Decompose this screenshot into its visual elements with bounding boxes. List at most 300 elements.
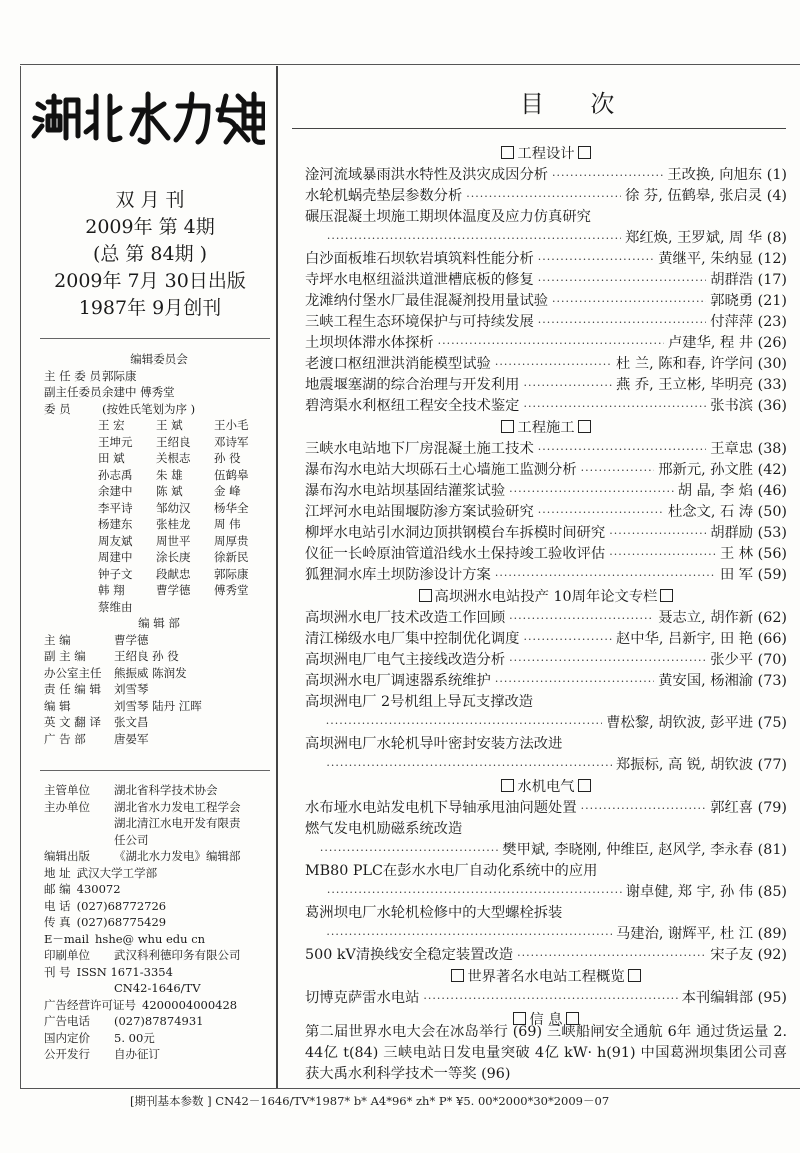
toc-entry[interactable] (305, 819, 787, 840)
info-value: 《湖北水力发电》编辑部 (114, 849, 241, 863)
toc-entry[interactable] (305, 945, 787, 966)
dot-leader (538, 249, 654, 270)
dot-leader (538, 439, 706, 460)
column-divider (276, 66, 278, 1088)
toc-section-heading (305, 417, 787, 439)
toc-entry[interactable] (305, 523, 787, 544)
board-role: 委 员 (44, 401, 71, 416)
toc-entry[interactable] (305, 312, 787, 333)
dot-leader (609, 544, 716, 565)
dot-leader (326, 924, 612, 945)
toc-entry[interactable] (305, 502, 787, 523)
dept-role: 责 任 编 辑 (44, 682, 101, 696)
info-row (44, 865, 272, 882)
dept-name: 熊振威 陈润发 (114, 665, 187, 680)
toc-entry[interactable] (305, 713, 787, 734)
dot-leader (538, 270, 706, 291)
issue-number: 2009年 第 4期 (85, 216, 215, 238)
member-name: 段献忠 (156, 566, 191, 581)
info-row (44, 832, 272, 849)
info-label: 印刷单位 (44, 948, 90, 962)
member-row (98, 417, 274, 434)
article-title: 葛洲坝电厂水轮机检修中的大型螺栓拆装 (305, 905, 563, 921)
article-authors-page: 郭晓勇 (21) (710, 293, 787, 309)
dept-role: 英 文 翻 译 (44, 715, 101, 729)
info-label: 邮 编 (44, 882, 71, 896)
board-row (44, 368, 274, 385)
member-row (98, 467, 274, 484)
dot-leader (509, 608, 654, 629)
info-row (44, 782, 272, 799)
info-row (44, 1046, 272, 1063)
dept-row (44, 665, 274, 682)
article-authors-page: 张书滨 (36) (710, 398, 787, 414)
dot-leader (495, 565, 716, 586)
article-authors-page: 郑红焕, 王罗斌, 周 华 (8) (625, 230, 787, 246)
member-name: 曹学德 (156, 583, 191, 597)
indent (305, 840, 316, 861)
dept-name: 刘雪琴 (114, 682, 149, 696)
info-value: 武汉科利德印务有限公司 (114, 948, 241, 962)
dot-leader (327, 882, 622, 903)
board-row (44, 384, 274, 401)
info-label: E－mail (44, 931, 90, 946)
info-row (44, 997, 272, 1014)
info-value: (027)87874931 (114, 1014, 204, 1028)
member-name: 杨建东 (98, 517, 133, 531)
toc-section-heading (305, 586, 787, 608)
article-authors-page: 王章忠 (38) (710, 441, 787, 457)
article-title: 清江梯级水电厂集中控制优化调度 (305, 631, 520, 647)
indent (305, 228, 323, 249)
info-row (44, 881, 272, 898)
info-label: 地 址 (44, 865, 71, 880)
member-name: 周建中 (98, 550, 133, 564)
member-name: 田 斌 (98, 451, 125, 465)
info-value: 自办征订 (114, 1047, 160, 1061)
article-authors-page: 谢卓健, 郑 宇, 孙 伟 (85) (625, 884, 787, 900)
dot-leader (538, 312, 706, 333)
info-row (44, 980, 272, 997)
article-title: 白沙面板堆石坝软岩填筑料性能分析 (305, 251, 534, 267)
member-name: 周 伟 (214, 517, 241, 531)
box-icon (501, 779, 514, 792)
dot-leader (517, 945, 706, 966)
publish-date: 2009年 7月 30日出版 (54, 270, 246, 292)
toc-entry[interactable] (305, 903, 787, 924)
bottom-rule (20, 1088, 800, 1089)
article-title: 地震堰塞湖的综合治理与开发利用 (305, 377, 520, 393)
article-title: 水布垭水电站发电机下导轴承甩油问题处置 (305, 800, 577, 816)
toc-entry[interactable] (305, 333, 787, 354)
article-authors-page: 赵中华, 吕新宇, 田 艳 (66) (616, 631, 787, 647)
dept-row (44, 648, 274, 665)
dot-leader (552, 291, 706, 312)
article-authors-page: 樊甲斌, 李晓刚, 仲维臣, 赵风学, 李永春 (81) (502, 842, 787, 858)
info-label: 刊 号 (44, 964, 71, 979)
member-row (98, 549, 274, 566)
indent (305, 924, 322, 945)
toc-entry[interactable] (305, 734, 787, 755)
article-title: 高坝洲水电厂技术改造工作回顾 (305, 610, 506, 626)
publication-info (44, 782, 272, 1063)
info-label: 公开发行 (44, 1047, 90, 1061)
dept-role: 广 告 部 (44, 731, 86, 746)
member-row (98, 483, 274, 500)
box-icon (578, 146, 591, 159)
toc-entry[interactable] (305, 565, 787, 586)
dot-leader (609, 523, 706, 544)
dot-leader (423, 988, 677, 1009)
member-name: 徐新民 (214, 550, 249, 564)
toc-title-char-1: 目 (520, 90, 547, 118)
info-label (44, 832, 114, 849)
article-title: 狐狸洞水库土坝防渗设计方案 (305, 567, 491, 583)
toc-entry[interactable] (305, 354, 787, 375)
table-of-contents (305, 143, 787, 1031)
box-icon (501, 420, 514, 433)
article-title: 柳坪水电站引水洞边顶拱钢模台车拆模时间研究 (305, 525, 606, 541)
article-title: 碾压混凝土坝施工期坝体温度及应力仿真研究 (305, 209, 591, 225)
journal-parameters: [期刊基本参数 ] CN42－1646/TV*1987* b* A4*96* zh* P* ¥5. 00*2000*30*2009－07 (130, 1094, 610, 1108)
toc-entry[interactable] (305, 228, 787, 249)
toc-entry[interactable] (305, 207, 787, 228)
toc-entry[interactable] (305, 629, 787, 650)
board-members (98, 417, 274, 615)
article-authors-page: 郑振标, 高 锐, 胡钦波 (77) (616, 757, 787, 773)
member-name: 涂长庚 (156, 550, 191, 564)
info-row (44, 848, 272, 865)
article-title: 水轮机蜗壳垫层参数分析 (305, 188, 463, 204)
info-value: 湖北省科学技术协会 (114, 783, 218, 797)
box-icon (451, 969, 464, 982)
board-title: 编辑委员会 (130, 352, 188, 366)
article-authors-page: 王 林 (56) (719, 546, 787, 562)
dot-leader (466, 186, 621, 207)
member-row (98, 566, 274, 583)
article-authors-page: 曹松黎, 胡钦波, 彭平进 (75) (606, 715, 787, 731)
member-name: 钟子文 (98, 566, 133, 581)
toc-entry[interactable] (305, 861, 787, 882)
article-title: MB80 PLC在彭水水电厂自动化系统中的应用 (305, 863, 598, 879)
board-name: 郭际康 (102, 368, 137, 383)
dept-title: 编 辑 部 (138, 616, 180, 630)
article-authors-page: 燕 乔, 王立彬, 毕明亮 (33) (616, 377, 787, 393)
member-name: 郭际康 (214, 566, 249, 581)
top-rule (20, 64, 800, 65)
toc-title (520, 84, 661, 119)
member-row (98, 533, 274, 550)
member-name: 周友斌 (98, 533, 133, 548)
article-authors-page: 胡 晶, 李 焰 (46) (677, 483, 787, 499)
info-value: CN42-1646/TV (114, 981, 201, 995)
founded-date: 1987年 9月创刊 (78, 297, 222, 319)
info-row (44, 931, 272, 948)
box-icon (419, 589, 432, 602)
box-icon (501, 146, 514, 159)
info-row (44, 1013, 272, 1030)
toc-entry[interactable] (305, 186, 787, 207)
member-name (156, 599, 214, 616)
article-authors-page: 田 军 (59) (719, 567, 787, 583)
info-row (44, 1030, 272, 1047)
toc-entry[interactable] (305, 439, 787, 460)
member-row (98, 450, 274, 467)
dept-row (44, 632, 274, 649)
member-name: 王绍良 (156, 434, 191, 449)
toc-section-heading (305, 966, 787, 988)
article-title: 500 kV清换线安全稳定装置改造 (305, 947, 514, 963)
info-value: hshe@ whu edu cn (95, 931, 206, 946)
issue-block (30, 187, 270, 322)
article-authors-page: 黄继平, 朱纳显 (12) (658, 251, 787, 267)
member-name: 邓诗军 (214, 434, 249, 449)
dot-leader (581, 460, 655, 481)
member-name: 蔡维由 (98, 599, 133, 614)
article-authors-page: 本刊编辑部 (95) (681, 990, 787, 1006)
info-value: 湖北清江水电开发有限责 (114, 816, 241, 830)
info-value: 湖北省水力发电工程学会 (114, 799, 241, 814)
dot-leader (438, 333, 664, 354)
dept-role: 副 主 编 (44, 649, 86, 663)
info-row (44, 799, 272, 816)
article-authors-page: 付萍萍 (23) (710, 314, 787, 330)
section-label: 世界著名水电站工程概览 (467, 969, 625, 985)
member-name: 金 峰 (214, 484, 241, 498)
dot-leader (523, 396, 706, 417)
toc-entry[interactable] (305, 481, 787, 502)
info-value: 5. 00元 (114, 1030, 155, 1045)
dept-row (44, 698, 274, 715)
member-name: 张桂龙 (156, 517, 191, 531)
article-title: 三峡水电站地下厂房混凝土施工技术 (305, 441, 534, 457)
box-icon (628, 969, 641, 982)
toc-section-heading (305, 143, 787, 165)
member-name: 关根志 (156, 451, 191, 465)
dot-leader (327, 228, 621, 249)
toc-entry[interactable] (305, 882, 787, 903)
left-divider-1 (40, 338, 270, 339)
info-label: 主管单位 (44, 783, 90, 797)
dot-leader (552, 165, 663, 186)
member-name: 陈 斌 (156, 484, 183, 498)
member-name: 王 斌 (156, 418, 183, 432)
article-title: 高坝洲水电厂调速器系统维护 (305, 673, 491, 689)
info-value: 4200004000428 (142, 997, 238, 1012)
member-row (98, 500, 274, 517)
dot-leader (509, 481, 674, 502)
dot-leader (523, 629, 612, 650)
article-title: 高坝洲电厂电气主接线改造分析 (305, 652, 506, 668)
article-title: 高坝洲电厂 2号机组上导瓦支撑改造 (305, 694, 534, 710)
dot-leader (326, 755, 612, 776)
section-label: 工程施工 (517, 420, 575, 436)
article-authors-page: 卢建华, 程 井 (26) (667, 335, 787, 351)
dept-name: 刘雪琴 陆丹 江晖 (114, 698, 202, 713)
box-icon (578, 779, 591, 792)
toc-entry[interactable] (305, 270, 787, 291)
member-name: 李平诗 (98, 500, 133, 515)
toc-entry[interactable] (305, 692, 787, 713)
article-authors-page: 胡群浩 (17) (710, 272, 787, 288)
member-row (98, 599, 274, 616)
toc-entry[interactable] (305, 165, 787, 186)
dept-name: 唐晏军 (114, 731, 149, 746)
info-value: 430072 (76, 882, 121, 896)
toc-entry[interactable] (305, 671, 787, 692)
toc-entry[interactable] (305, 755, 787, 776)
toc-entry[interactable] (305, 544, 787, 565)
dot-leader (581, 798, 707, 819)
info-label: 广告经营许可证号 (44, 997, 136, 1012)
toc-entry[interactable] (305, 460, 787, 481)
info-label: 电 话 (44, 898, 71, 913)
toc-entry[interactable] (305, 988, 787, 1009)
section-label: 水机电气 (517, 779, 575, 795)
article-authors-page: 聂志立, 胡作新 (62) (658, 610, 787, 626)
dept-name: 曹学德 (114, 632, 149, 647)
dept-rows (44, 632, 274, 748)
member-name: 伍鹤皋 (214, 467, 249, 482)
dept-row (44, 731, 274, 748)
section-label: 工程设计 (517, 146, 575, 162)
article-title: 老渡口枢纽泄洪消能模型试验 (305, 356, 491, 372)
article-title: 碧湾渠水利枢纽工程安全技术鉴定 (305, 398, 520, 414)
box-icon (660, 589, 673, 602)
article-authors-page: 邢新元, 孙文胜 (42) (658, 462, 787, 478)
board-row (44, 401, 274, 418)
toc-entry[interactable] (305, 798, 787, 819)
section-label: 高坝洲水电站投产 10周年论文专栏 (434, 589, 658, 605)
member-row (98, 516, 274, 533)
member-name: 王 宏 (98, 418, 125, 432)
indent (305, 713, 322, 734)
dot-leader (326, 713, 602, 734)
dept-name: 张文昌 (114, 715, 149, 729)
info-label (44, 980, 114, 997)
dot-leader (538, 502, 664, 523)
board-role: 主 任 委 员 (44, 368, 101, 383)
member-name: 孙志禹 (98, 467, 133, 482)
article-authors-page: 张少平 (70) (710, 652, 787, 668)
toc-entry[interactable] (305, 608, 787, 629)
toc-entry[interactable] (305, 924, 787, 945)
member-row (98, 582, 274, 599)
info-row (44, 815, 272, 832)
total-issue: (总 第 84期 ) (92, 243, 208, 265)
member-name: 孙 役 (214, 451, 241, 465)
dot-leader (495, 354, 612, 375)
info-label: 传 真 (44, 915, 71, 929)
info-row (44, 914, 272, 931)
board-role: 副主任委员 (44, 385, 102, 399)
info-label: 广告电话 (44, 1014, 90, 1028)
info-row (44, 964, 272, 981)
member-name: 余建中 (98, 484, 133, 498)
toc-entry[interactable] (305, 291, 787, 312)
article-authors-page: 胡群励 (53) (710, 525, 787, 541)
dept-name: 王绍良 孙 役 (114, 649, 179, 663)
member-name (214, 599, 272, 616)
article-title: 仪征一长岭原油管道沿线水土保持竣工验收评估 (305, 546, 606, 562)
article-title: 寺坪水电枢纽溢洪道泄槽底板的修复 (305, 272, 534, 288)
article-title: 高坝洲电厂水轮机导叶密封安装方法改进 (305, 736, 563, 752)
info-row (44, 947, 272, 964)
dot-leader (495, 671, 654, 692)
frequency: 双 月 刊 (115, 189, 185, 211)
member-name: 王坤元 (98, 434, 133, 449)
info-label: 主办单位 (44, 799, 90, 814)
dept-role: 办公室主任 (44, 665, 102, 680)
article-title: 江坪河水电站围堰防渗方案试验研究 (305, 504, 534, 520)
toc-entry[interactable] (305, 249, 787, 270)
info-value: (027)68775429 (76, 915, 167, 929)
board-name: 余建中 傅秀堂 (102, 385, 175, 399)
article-authors-page: 马建治, 谢辉平, 杜 江 (89) (616, 926, 787, 942)
member-row (98, 434, 274, 451)
dept-row (44, 681, 274, 698)
info-label (44, 815, 114, 832)
article-title: 燃气发电机励磁系统改造 (305, 821, 463, 837)
article-title: 土坝坝体滞水体探析 (305, 335, 434, 351)
article-title: 瀑布沟水电站坝基固结灌浆试验 (305, 483, 506, 499)
article-title: 龙滩纳付堡水厂最佳混凝剂投用量试验 (305, 293, 549, 309)
member-name: 韩 翔 (98, 583, 125, 597)
left-divider-2 (40, 770, 270, 771)
article-authors-page: 杜 兰, 陈和春, 许学问 (30) (616, 356, 787, 372)
info-value: ISSN 1671-3354 (76, 964, 173, 979)
indent (305, 882, 323, 903)
member-name: 邹幼汉 (156, 500, 191, 515)
article-authors-page: 郭红喜 (79) (710, 800, 787, 816)
board-name: (按姓氏笔划为序 ) (102, 401, 196, 416)
section-label: 信 息 (529, 1012, 563, 1028)
article-title: 切博克萨雷水电站 (305, 990, 420, 1006)
article-title: 淦河流域暴雨洪水特性及洪灾成因分析 (305, 167, 549, 183)
toc-entry[interactable] (305, 840, 787, 861)
toc-entry[interactable] (305, 375, 787, 396)
info-value: (027)68772726 (76, 898, 167, 913)
member-name: 周世平 (156, 533, 191, 548)
dot-leader (523, 375, 612, 396)
indent (305, 755, 322, 776)
toc-entry[interactable] (305, 396, 787, 417)
info-label: 国内定价 (44, 1030, 90, 1045)
news-brief: 第二届世界水电大会在冰岛举行 (69) 三峡船闸安全通航 6年 通过货运量 2. 44亿 t(84) 三峡电站日发电量突破 4亿 kW· h(91) 中国葛洲坝集团公司喜获大禹水利科学技术一等奖 (96) (305, 1024, 787, 1082)
journal-logo (30, 90, 265, 150)
toc-title-rule (292, 128, 786, 129)
box-icon (578, 420, 591, 433)
article-authors-page: 宋子友 (92) (710, 947, 787, 963)
member-name: 王小毛 (214, 418, 249, 432)
member-name: 朱 雄 (156, 467, 183, 482)
article-title: 三峡工程生态环境保护与可持续发展 (305, 314, 534, 330)
toc-section-heading (305, 776, 787, 798)
article-authors-page: 王改换, 向旭东 (1) (667, 167, 787, 183)
toc-entry[interactable] (305, 650, 787, 671)
toc-title-char-2: 次 (590, 90, 617, 118)
article-authors-page: 杜念文, 石 涛 (50) (667, 504, 787, 520)
article-title: 瀑布沟水电站大坝砾石土心墙施工监测分析 (305, 462, 577, 478)
dot-leader (320, 840, 498, 861)
member-name: 周厚贵 (214, 533, 249, 548)
info-label: 编辑出版 (44, 849, 90, 863)
dept-role: 主 编 (44, 632, 71, 647)
info-row (44, 898, 272, 915)
dot-leader (509, 650, 706, 671)
info-value: 武汉大学工学部 (76, 865, 158, 880)
editorial-board (44, 351, 274, 747)
